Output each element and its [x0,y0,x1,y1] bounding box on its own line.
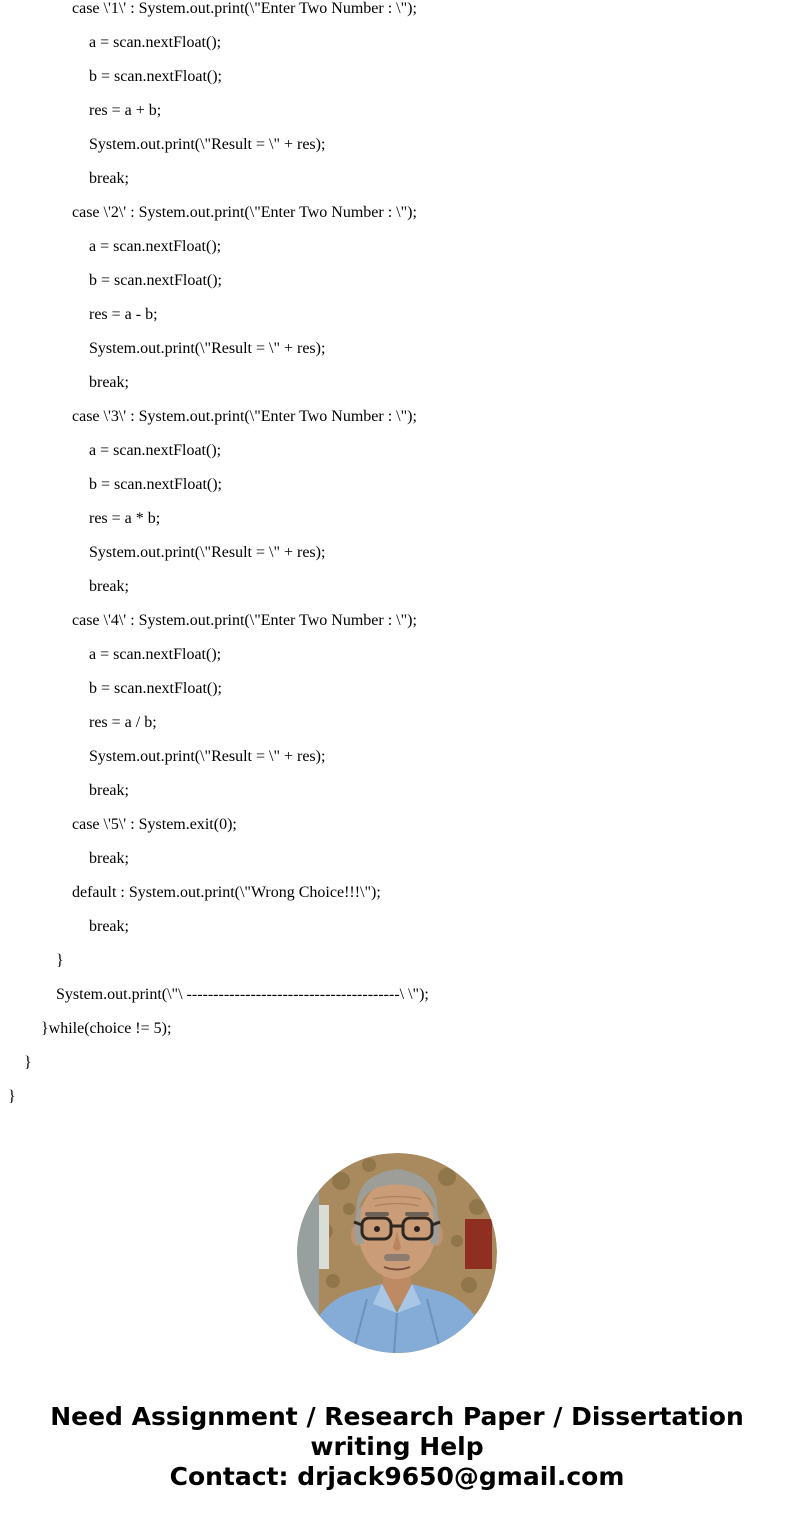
code-line: case \'1\' : System.out.print(\"Enter Two Number : \"); [72,0,417,17]
code-line: } [8,1088,16,1105]
code-line: break; [89,850,129,867]
code-line: case \'4\' : System.out.print(\"Enter Two Number : \"); [72,612,417,629]
code-line: } [24,1054,32,1071]
footer-contact-email: Contact: drjack9650@gmail.com [169,1462,625,1491]
code-line: a = scan.nextFloat(); [89,34,222,51]
code-line: case \'5\' : System.exit(0); [72,816,237,833]
code-line: b = scan.nextFloat(); [89,68,222,85]
code-line: res = a - b; [89,306,158,323]
code-line: b = scan.nextFloat(); [89,680,222,697]
code-line: System.out.print(\"Result = \" + res); [89,748,326,765]
code-line: break; [89,374,129,391]
code-line: System.out.print(\"Result = \" + res); [89,136,326,153]
code-line: } [56,952,64,969]
code-line: default : System.out.print(\"Wrong Choice!!!\"); [72,884,381,901]
code-line: break; [89,170,129,187]
code-line: }while(choice != 5); [41,1020,172,1037]
code-line: break; [89,578,129,595]
person-avatar-icon [297,1153,497,1353]
code-line: break; [89,782,129,799]
code-line: case \'2\' : System.out.print(\"Enter Two Number : \"); [72,204,417,221]
code-line: a = scan.nextFloat(); [89,646,222,663]
presenter-avatar [297,1153,497,1353]
code-line: System.out.print(\"Result = \" + res); [89,340,326,357]
footer-heading-line2: writing Help [310,1432,484,1461]
code-line: case \'3\' : System.out.print(\"Enter Two Number : \"); [72,408,417,425]
code-line: break; [89,918,129,935]
footer-help-text [0,1402,794,1492]
code-line: System.out.print(\"Result = \" + res); [89,544,326,561]
code-line: res = a * b; [89,510,161,527]
avatar-container [0,1153,794,1353]
footer-heading-line1: Need Assignment / Research Paper / Dissertation [50,1402,744,1431]
code-line: System.out.print(\"\ ----------------------------------------\ \"); [56,986,429,1003]
code-line: b = scan.nextFloat(); [89,272,222,289]
code-line: res = a + b; [89,102,162,119]
code-line: a = scan.nextFloat(); [89,442,222,459]
code-line: res = a / b; [89,714,157,731]
code-line: a = scan.nextFloat(); [89,238,222,255]
code-line: b = scan.nextFloat(); [89,476,222,493]
